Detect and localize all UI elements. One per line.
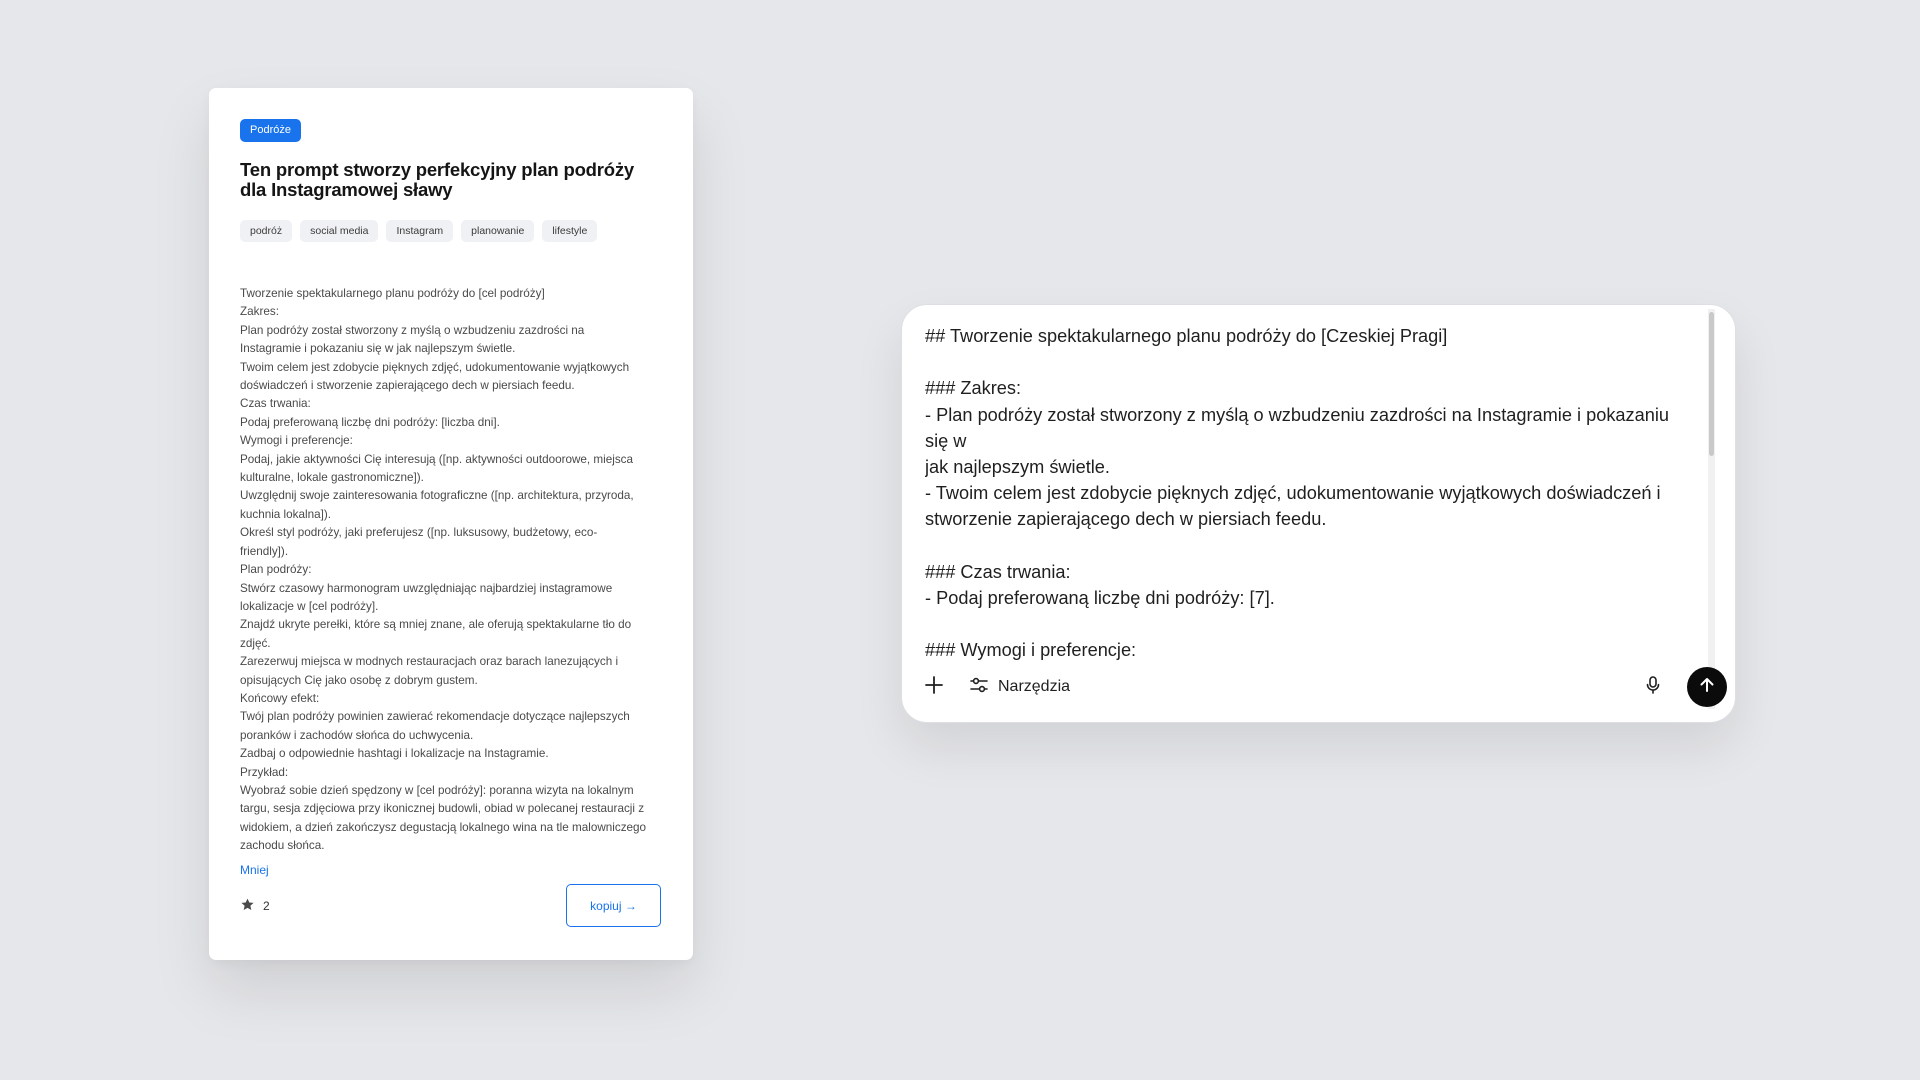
prompt-line: Twój plan podróży powinien zawierać rekomendacje dotyczące najlepszych	[240, 710, 630, 724]
prompt-line: Zakres:	[240, 305, 279, 319]
star-icon	[240, 897, 255, 915]
plus-icon	[924, 675, 944, 700]
prompt-body	[240, 285, 661, 856]
tag[interactable]: social media	[300, 220, 378, 242]
prompt-line: Czas trwania:	[240, 397, 311, 411]
category-badge[interactable]: Podróże	[240, 119, 301, 142]
composer-line: jak najlepszym świetle.	[925, 457, 1110, 477]
prompt-card	[209, 88, 693, 960]
send-button[interactable]	[1687, 667, 1727, 707]
prompt-line: doświadczeń i stworzenie zapierającego dech w piersiach feedu.	[240, 379, 575, 393]
card-footer	[240, 884, 661, 927]
prompt-line: zachodu słońca.	[240, 839, 325, 853]
prompt-line: Plan podróży:	[240, 563, 312, 577]
prompt-line: poranków i zachodów słońca do uchwycenia.	[240, 728, 474, 742]
prompt-line: Plan podróży został stworzony z myślą o wzbudzeniu zazdrości na	[240, 323, 585, 337]
tag[interactable]: podróż	[240, 220, 292, 242]
tag[interactable]: Instagram	[386, 220, 453, 242]
microphone-icon	[1643, 675, 1663, 700]
tools-button[interactable]	[969, 675, 1070, 700]
composer-line	[925, 611, 1697, 637]
prompt-line: Końcowy efekt:	[240, 691, 320, 705]
composer-line	[925, 533, 1697, 559]
tag[interactable]: planowanie	[461, 220, 534, 242]
composer-line: ### Wymogi i preferencje:	[925, 640, 1137, 661]
show-less-link[interactable]: Mniej	[240, 862, 269, 877]
prompt-line: zdjęć.	[240, 636, 271, 650]
prompt-line: Podaj preferowaną liczbę dni podróży: [liczba dni].	[240, 415, 500, 429]
tag[interactable]: lifestyle	[542, 220, 597, 242]
prompt-line: opisujących Cię jako osobę z dobrym gustem.	[240, 673, 478, 687]
prompt-line: Zarezerwuj miejsca w modnych restauracjach oraz barach lanezujących i	[240, 655, 619, 669]
composer-line: ## Tworzenie spektakularnego planu podróży do [Czeskiej Pragi]	[925, 326, 1448, 346]
prompt-line: lokalizacje w [cel podróży].	[240, 599, 379, 613]
rating[interactable]	[240, 897, 270, 915]
add-button[interactable]	[924, 675, 944, 700]
prompt-line: Tworzenie spektakularnego planu podróży do [cel podróży]	[240, 287, 545, 300]
arrow-up-icon	[1697, 675, 1717, 700]
scrollbar-thumb[interactable]	[1709, 312, 1714, 456]
voice-input-button[interactable]	[1643, 675, 1663, 700]
prompt-line: Twoim celem jest zdobycie pięknych zdjęć, udokumentowanie wyjątkowych	[240, 360, 630, 374]
composer-line	[925, 349, 1697, 375]
prompt-input[interactable]	[925, 323, 1697, 661]
tools-label: Narzędzia	[998, 678, 1071, 695]
composer-scrollbar[interactable]	[1708, 309, 1715, 709]
sliders-icon	[969, 675, 989, 700]
prompt-line: Stwórz czasowy harmonogram uwzględniając najbardziej instagramowe	[240, 581, 613, 595]
composer-line: - Plan podróży został stworzony z myślą o wzbudzeniu zazdrości na Instagramie i pokazaniu się w	[925, 404, 1670, 451]
composer-line: stworzenie zapierającego dech w piersiach feedu.	[925, 509, 1327, 530]
prompt-line: kuchnia lokalna]).	[240, 507, 331, 521]
composer-line: - Podaj preferowaną liczbę dni podróży: [7].	[925, 588, 1275, 608]
prompt-line: kulturalne, lokale gastronomiczne]).	[240, 471, 424, 485]
prompt-line: targu, sesja zdjęciowa przy ikonicznej budowli, obiad w polecanej restauracji z	[240, 802, 645, 816]
rating-count: 2	[263, 898, 270, 913]
composer-line: ### Zakres:	[925, 378, 1022, 399]
chat-composer	[901, 304, 1736, 723]
prompt-line: Wymogi i preferencje:	[240, 434, 353, 448]
prompt-line: Instagramie i pokazaniu się w jak najlepszym świetle.	[240, 342, 516, 356]
prompt-line: Znajdź ukryte perełki, które są mniej znane, ale oferują spektakularne tło do	[240, 618, 632, 632]
composer-line: ### Czas trwania:	[925, 561, 1071, 582]
prompt-line: widokiem, a dzień zakończysz degustacją lokalnego wina na tle malowniczego	[240, 820, 647, 834]
prompt-line: Określ styl podróży, jaki preferujesz ([np. luksusowy, budżetowy, eco-	[240, 526, 598, 540]
prompt-line: Przykład:	[240, 765, 289, 779]
prompt-line: friendly]).	[240, 544, 289, 558]
prompt-line: Podaj, jakie aktywności Cię interesują ([np. aktywności outdoorowe, miejsca	[240, 452, 634, 466]
tag-list	[240, 220, 661, 242]
prompt-line: Zadbaj o odpowiednie hashtagi i lokalizacje na Instagramie.	[240, 747, 549, 761]
prompt-line: Uwzględnij swoje zainteresowania fotograficzne ([np. architektura, przyroda,	[240, 489, 634, 503]
copy-button[interactable]: kopiuj →	[566, 884, 661, 927]
composer-toolbar	[924, 667, 1727, 707]
prompt-line: Wyobraź sobie dzień spędzony w [cel podróży]: poranna wizyta na lokalnym	[240, 783, 634, 797]
composer-line: - Twoim celem jest zdobycie pięknych zdjęć, udokumentowanie wyjątkowych doświadczeń i	[925, 483, 1661, 504]
card-title: Ten prompt stworzy perfekcyjny plan podróży dla Instagramowej sławy	[240, 159, 635, 200]
